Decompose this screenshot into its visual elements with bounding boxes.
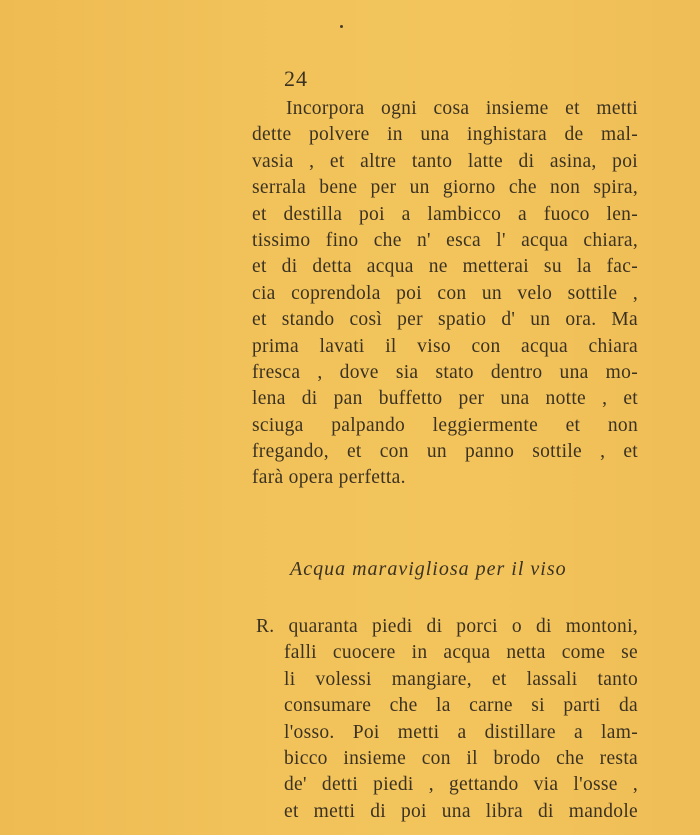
text-line: et di detta acqua ne metterai su la fac-	[252, 256, 638, 278]
text-line: farà opera perfetta.	[252, 467, 406, 489]
text-line: et destilla poi a lambicco a fuoco len-	[252, 203, 638, 225]
text-line: prima lavati il viso con acqua chiara	[252, 335, 638, 357]
text-line: fregando, et con un panno sottile , et	[252, 441, 638, 463]
body-paragraph	[252, 96, 638, 492]
text-line: tissimo fino che n' esca l' acqua chiara,	[252, 229, 638, 251]
text-line: de' detti piedi , gettando via l'osse ,	[284, 774, 638, 796]
text-line: falli cuocere in acqua netta come se	[284, 642, 638, 664]
text-line: sciuga palpando leggiermente et non	[252, 414, 638, 436]
text-line: serrala bene per un giorno che non spira,	[252, 177, 638, 199]
text-line: Incorpora ogni cosa insieme et metti	[286, 98, 638, 119]
text-line: dette polvere in una inghistara de mal-	[252, 124, 638, 146]
text-line: R. quaranta piedi di porci o di montoni,	[256, 616, 638, 637]
text-line: lena di pan buffetto per una notte , et	[252, 388, 638, 410]
recipe-heading: Acqua maravigliosa per il viso	[290, 558, 567, 580]
page-number: 24	[284, 66, 308, 91]
text-line: vasia , et altre tanto latte di asina, poi	[252, 150, 638, 172]
text-line: l'osso. Poi metti a distillare a lam-	[284, 721, 638, 743]
text-line: cia coprendola poi con un velo sottile ,	[252, 282, 638, 304]
text-line: et stando così per spatio d' un ora. Ma	[252, 309, 638, 331]
text-line: bicco insieme con il brodo che resta	[284, 747, 638, 769]
recipe-paragraph	[256, 614, 638, 825]
ink-speck	[340, 25, 343, 28]
text-line: li volessi mangiare, et lassali tanto	[284, 668, 638, 690]
text-line: fresca , dove sia stato dentro una mo-	[252, 361, 638, 383]
text-line: et metti di poi una libra di mandole	[284, 800, 638, 822]
text-line: consumare che la carne si parti da	[284, 695, 638, 717]
